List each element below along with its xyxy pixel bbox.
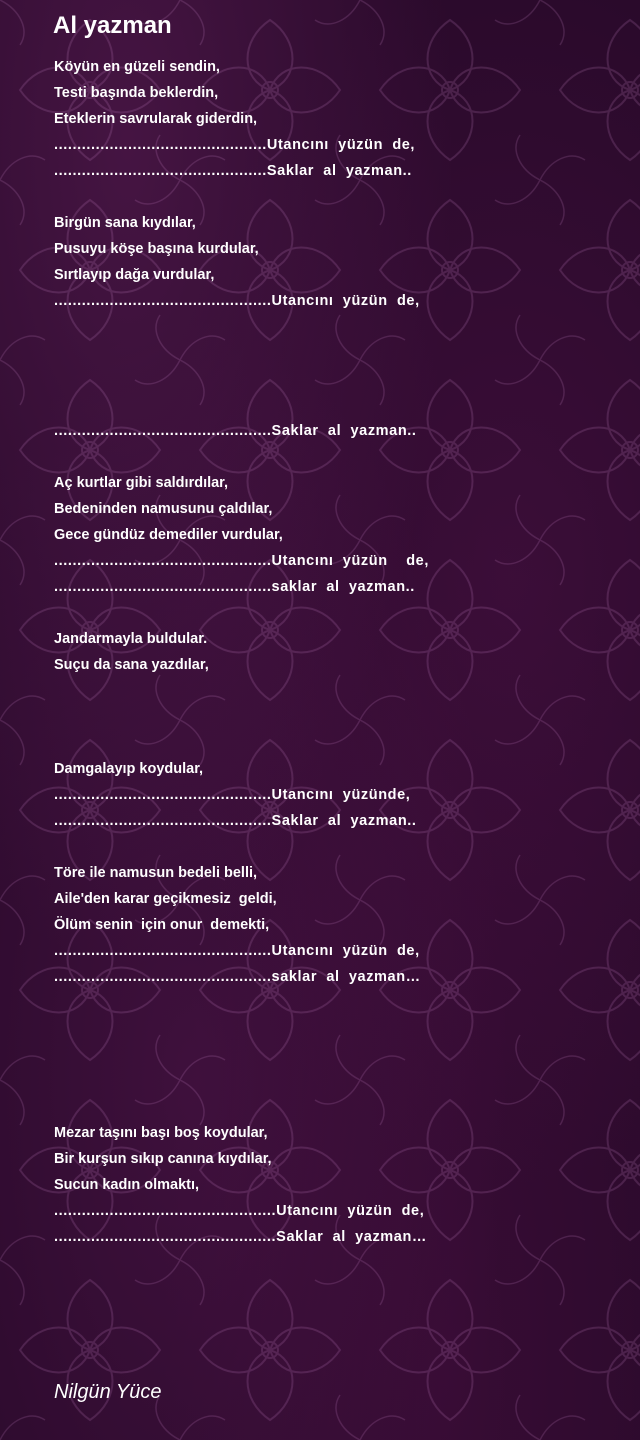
poem-body xyxy=(54,54,614,1250)
poem-line: Sırtlayıp dağa vurdular, xyxy=(54,267,215,283)
stanza-break xyxy=(54,366,614,392)
stanza-break xyxy=(54,1042,614,1068)
poem-line: Mezar taşını başı boş koydular, xyxy=(54,1125,268,1141)
stanza-break xyxy=(54,1016,614,1042)
stanza-break xyxy=(54,314,614,340)
poem-title: Al yazman xyxy=(53,12,172,39)
stanza-break xyxy=(54,704,614,730)
poem-line: Sucun kadın olmaktı, xyxy=(54,1177,200,1193)
poem-line: ...............................................Utancını yüzün de, xyxy=(54,553,429,569)
poem-line: Aç kurtlar gibi saldırdılar, xyxy=(54,475,229,491)
stanza-break xyxy=(54,834,614,860)
poem-line: Köyün en güzeli sendin, xyxy=(54,59,220,75)
poem-line: Bedeninden namusunu çaldılar, xyxy=(54,501,273,517)
poem-line: ...............................................saklar al yazman.. xyxy=(54,579,415,595)
stanza-break xyxy=(54,600,614,626)
poem-line: Jandarmayla buldular. xyxy=(54,631,208,647)
poem-line: ...............................................Utancını yüzün de, xyxy=(54,293,420,309)
poem-line: ...............................................Saklar al yazman.. xyxy=(54,813,417,829)
stanza-break xyxy=(54,444,614,470)
stanza-break xyxy=(54,990,614,1016)
poem-line: Gece gündüz demediler vurdular, xyxy=(54,527,283,543)
poem-line: ...............................................saklar al yazman… xyxy=(54,969,421,985)
poem-line: Ölüm senin için onur demekti, xyxy=(54,917,270,933)
poem-line: Testi başında beklerdin, xyxy=(54,85,219,101)
poem-author: Nilgün Yüce xyxy=(54,1381,162,1403)
stanza-break xyxy=(54,1068,614,1094)
poem-line: ..............................................Utancını yüzün de, xyxy=(54,137,416,153)
stanza-break xyxy=(54,730,614,756)
poem-line: Aile'den karar geçikmesiz geldi, xyxy=(54,891,277,907)
poem-line: ................................................Utancını yüzün de, xyxy=(54,1203,425,1219)
stanza-break xyxy=(54,340,614,366)
poem-line: Eteklerin savrularak giderdin, xyxy=(54,111,258,127)
poem-line: Töre ile namusun bedeli belli, xyxy=(54,865,258,881)
stanza-break xyxy=(54,392,614,418)
stanza-break xyxy=(54,678,614,704)
poem-line: Birgün sana kıydılar, xyxy=(54,215,196,231)
poem-line: Damgalayıp koydular, xyxy=(54,761,204,777)
poem-line: Bir kurşun sıkıp canına kıydılar, xyxy=(54,1151,272,1167)
stanza-break xyxy=(54,1094,614,1120)
poem-line: ...............................................Saklar al yazman.. xyxy=(54,423,417,439)
poem-line: ...............................................Utancını yüzün de, xyxy=(54,943,420,959)
poem-line: Suçu da sana yazdılar, xyxy=(54,657,209,673)
poem-line: ...............................................Utancını yüzünde, xyxy=(54,787,411,803)
poem-line: ..............................................Saklar al yazman.. xyxy=(54,163,412,179)
poem-line: Pusuyu köşe başına kurdular, xyxy=(54,241,259,257)
poem-line: ................................................Saklar al yazman… xyxy=(54,1229,428,1245)
stanza-break xyxy=(54,184,614,210)
